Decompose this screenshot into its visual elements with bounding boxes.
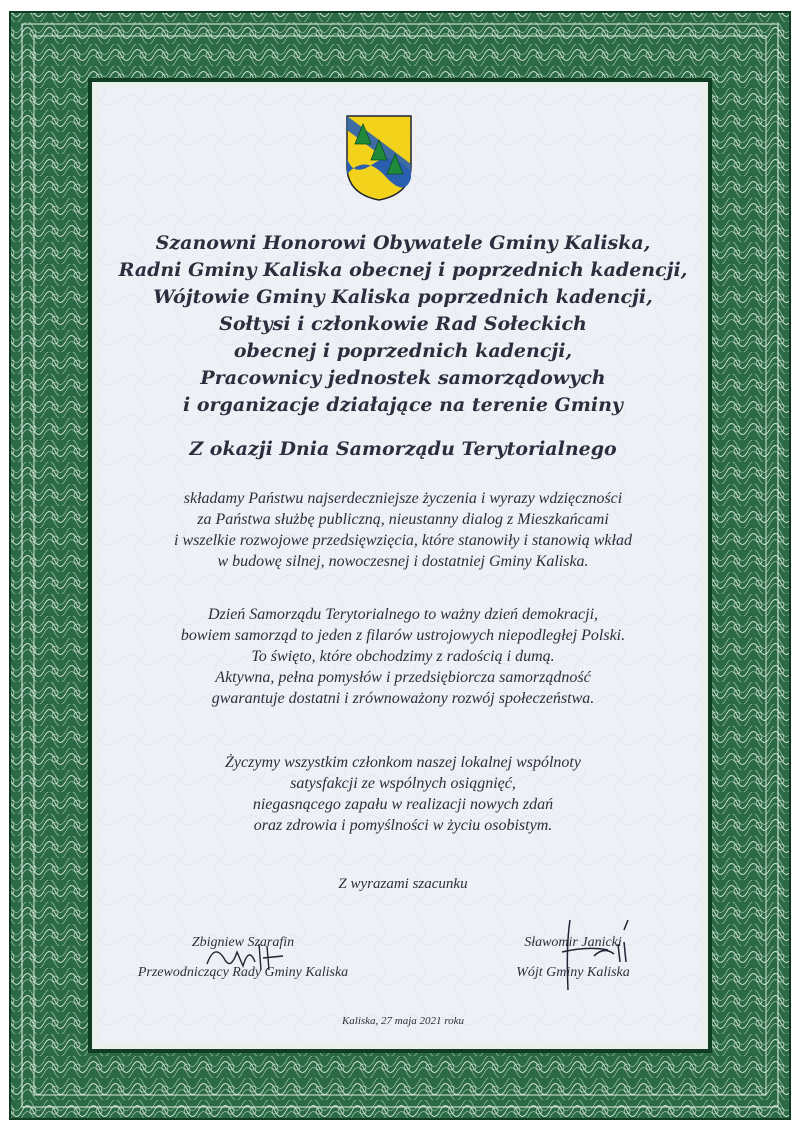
paragraph-line: oraz zdrowia i pomyślności w życiu osobistym.: [253, 817, 553, 834]
coat-of-arms-icon: [345, 114, 413, 202]
paragraph-line: w budowę silnej, nowoczesnej i dostatniej Gminy Kaliska.: [217, 553, 589, 570]
heading-line: Sołtysi i członkowie Rad Sołeckich: [219, 313, 587, 335]
heading-line: Szanowni Honorowi Obywatele Gminy Kaliska,: [155, 232, 651, 254]
paragraph-line: niegasnącego zapału w realizacji nowych zdań: [252, 796, 554, 813]
paragraph-line: za Państwa służbę publiczną, nieustanny dialog z Mieszkańcami: [197, 511, 609, 528]
paragraph-line: i wszelkie rozwojowe przedsięwzięcia, które stanowiły i stanowią wkład: [174, 532, 632, 549]
paragraph-line: składamy Państwu najserdeczniejsze życzenia i wyrazy wdzięczności: [183, 490, 623, 507]
addressees-heading: [108, 230, 698, 419]
paragraph-line: gwarantuje dostatni i zrównoważony rozwój społeczeństwa.: [211, 690, 595, 707]
paragraph-line: Życzymy wszystkim członkom naszej lokalnej wspólnoty: [225, 754, 581, 771]
heading-line: Wójtowie Gminy Kaliska poprzednich kadencji,: [153, 286, 653, 308]
occasion-title: Z okazji Dnia Samorządu Terytorialnego: [189, 438, 617, 460]
signatory-name: Zbigniew Szarafin: [191, 935, 295, 950]
closing-wishes-paragraph: [108, 752, 698, 836]
closing-salutation: Z wyrazami szacunku: [338, 876, 468, 892]
paragraph-line: satysfakcji ze wspólnych osiągnięć,: [290, 775, 516, 792]
paragraph-line: To święto, które obchodzimy z radością i dumą.: [251, 648, 555, 665]
paragraph-line: Aktywna, pełna pomysłów i przedsiębiorcza samorządność: [215, 669, 591, 686]
date-place: Kaliska, 27 maja 2021 roku: [341, 1015, 465, 1027]
heading-line: Radni Gminy Kaliska obecnej i poprzednich kadencji,: [118, 259, 688, 281]
signatory-name: Sławomir Janicki: [524, 935, 622, 950]
paragraph-line: Dzień Samorządu Terytorialnego to ważny dzień demokracji,: [207, 606, 599, 623]
wishes-paragraph: [108, 488, 698, 572]
signatory-title: Przewodniczący Rady Gminy Kaliska: [137, 965, 349, 980]
democracy-paragraph: [108, 604, 698, 709]
heading-line: obecnej i poprzednich kadencji,: [233, 340, 573, 362]
heading-line: Pracownicy jednostek samorządowych: [200, 367, 606, 389]
signature-block-right: [473, 928, 673, 988]
heading-line: i organizacje działające na terenie Gminy: [183, 394, 623, 416]
paragraph-line: bowiem samorząd to jeden z filarów ustrojowych niepodległej Polski.: [180, 627, 626, 644]
signatory-title: Wójt Gminy Kaliska: [516, 965, 630, 980]
certificate-content: [108, 98, 698, 1038]
signature-block-left: [128, 928, 358, 988]
